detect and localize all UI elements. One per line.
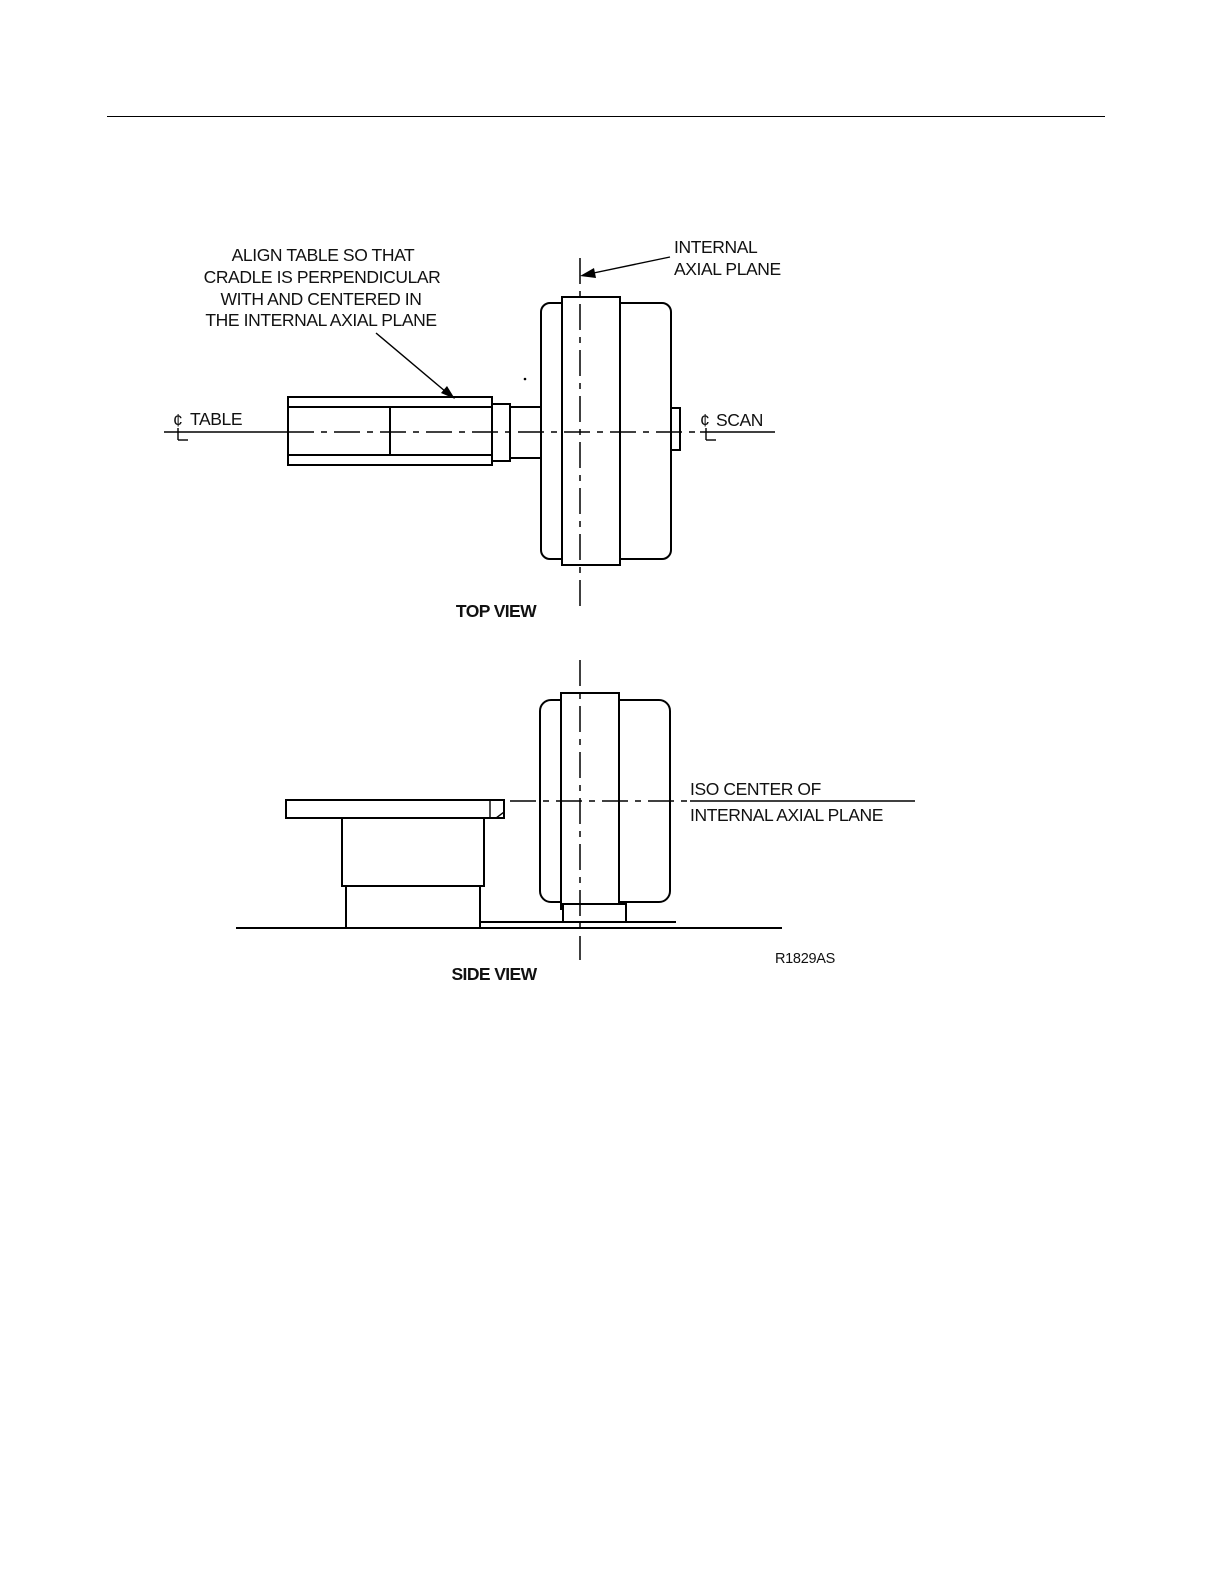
cl-scan-label: SCAN [716, 410, 764, 430]
internal-label-line-2: AXIAL PLANE [674, 259, 781, 279]
cl-table-label: TABLE [190, 409, 243, 429]
internal-label-line-1: INTERNAL [674, 237, 758, 257]
annotation-line-4: THE INTERNAL AXIAL PLANE [205, 310, 437, 330]
iso-label-line-2: INTERNAL AXIAL PLANE [690, 805, 884, 825]
table-pedestal-base [346, 886, 480, 928]
annotation-line-1: ALIGN TABLE SO THAT [231, 245, 415, 265]
top-view-caption: TOP VIEW [455, 601, 537, 621]
speck [524, 378, 527, 381]
cl-table-symbol: ¢ [173, 410, 183, 430]
top-view [164, 237, 781, 621]
internal-plane-leader [584, 257, 670, 275]
figure-code: R1829AS [775, 951, 835, 967]
side-view [236, 660, 915, 984]
annotation-line-3: WITH AND CENTERED IN [220, 289, 422, 309]
gantry-foot [563, 904, 626, 922]
annotation-leader [376, 333, 452, 397]
internal-plane-arrowhead [580, 268, 596, 278]
gantry-rear-stub [671, 408, 680, 450]
table-top-slab [286, 800, 504, 818]
cl-scan-symbol: ¢ [700, 410, 710, 430]
table-pedestal-upper [342, 818, 484, 886]
gantry-bore-ring-top [562, 297, 620, 565]
annotation-line-2: CRADLE IS PERPENDICULAR [203, 267, 441, 287]
side-view-caption: SIDE VIEW [451, 964, 537, 984]
iso-label-line-1: ISO CENTER OF [690, 779, 821, 799]
